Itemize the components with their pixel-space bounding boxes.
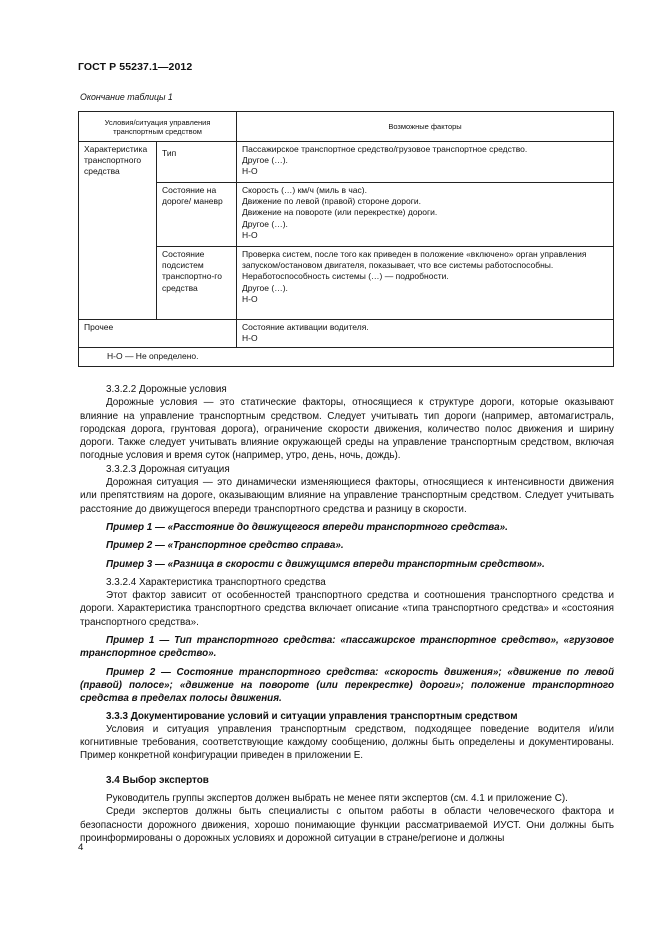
section-heading: 3.3.2.2 Дорожные условия — [106, 384, 227, 395]
body-text — [80, 383, 614, 845]
factor-line: Неработоспособность системы (…) — подробности. — [242, 271, 449, 282]
table-caption: Окончание таблицы 1 — [80, 92, 173, 102]
example: Пример 1 — Тип транспортного средства: «пассажирское транспортное средство», «грузовое транспортное средство». — [80, 635, 614, 660]
factors-cell — [237, 320, 614, 348]
paragraph: Этот фактор зависит от особенностей транспортного средства и соотношения транспортного средства и дороги. Характеристика транспортного средства включает описание «типа транспортного средства» и «состояния транспортного средства». — [80, 590, 614, 628]
factors-cell — [237, 183, 614, 247]
factors-cell — [237, 247, 614, 320]
section-heading: 3.4 Выбор экспертов — [106, 774, 209, 786]
factor-line: Н-О — [242, 333, 258, 344]
paragraph: Дорожная ситуация — это динамически изменяющиеся факторы, относящиеся к интенсивности движения или препятствиям на дороге, оказывающим влияние на управление транспортным средством. Следует учитывать расстояние до движущегося впереди транспортного средства и разницу в скорости. — [80, 477, 614, 515]
example: Пример 3 — «Разница в скорости с движущимся впереди транспортным средством». — [106, 558, 545, 570]
table-row — [79, 247, 614, 320]
sub-label-cell: Состояние на дороге/ маневр — [157, 183, 237, 247]
factor-line: Скорость (…) км/ч (миль в час). — [242, 185, 367, 195]
factor-line: Проверка систем, после того как приведен в положение «включено» орган управления запуском/остановом двигателя, показывает, что все системы работоспособны. — [242, 249, 587, 271]
factor-line: Другое (…). — [242, 282, 288, 293]
paragraph: Среди экспертов должны быть специалисты с опытом работы в области человеческого фактора и безопасности дорожного движения, хорошо понимающие функции рассматриваемой ИУСТ. Они должны быть проинформированы о дорожных условиях и дорожной ситуации в стране/регионе и должны — [80, 806, 614, 844]
table-row — [79, 142, 614, 183]
paragraph: Условия и ситуация управления транспортным средством, подходящее поведение водителя и/или когнитивные требования, соответствующие каждому сообщению, должны быть определены и документированы. Пример конкретной конфигурации приведен в приложении Е. — [80, 723, 614, 762]
example: Пример 1 — «Расстояние до движущегося впереди транспортного средства». — [106, 521, 508, 533]
factor-line: Пассажирское транспортное средство/грузовое транспортное средство. — [242, 144, 528, 154]
section-heading: 3.3.2.3 Дорожная ситуация — [106, 463, 230, 475]
table-row — [79, 183, 614, 247]
factor-line: Н-О — [242, 166, 258, 177]
factors-cell — [237, 142, 614, 183]
section-heading: 3.3.3 Документирование условий и ситуации управления транспортным средством — [106, 710, 518, 722]
sub-label-cell: Тип — [157, 142, 237, 183]
factor-line: Движение по левой (правой) стороне дороги. — [242, 196, 421, 207]
table-row — [79, 320, 614, 348]
other-label-cell: Прочее — [79, 320, 237, 348]
table-note: Н-О — Не определено. — [79, 348, 614, 367]
page-number: 4 — [78, 842, 84, 853]
paragraph: Руководитель группы экспертов должен выбрать не менее пяти экспертов (см. 4.1 и приложение С). — [106, 793, 568, 805]
example: Пример 2 — Состояние транспортного средства: «скорость движения»; «движение по левой (правой) полосе»; «движение на повороте (или перекрестке) дороги»; положение транспортного средства в пределах полосы движения. — [80, 666, 614, 705]
factor-line: Н-О — [242, 229, 258, 240]
factor-line: Н-О — [242, 293, 258, 304]
factor-line: Состояние активации водителя. — [242, 322, 369, 332]
factors-table — [78, 111, 614, 367]
factor-line: Другое (…). — [242, 218, 288, 229]
factor-line: Движение на повороте (или перекрестке) дороги. — [242, 207, 438, 218]
table-header-row — [79, 112, 614, 142]
table-note-row — [79, 348, 614, 367]
document-code: ГОСТ Р 55237.1—2012 — [78, 61, 193, 73]
paragraph: Дорожные условия — это статические факторы, относящиеся к структуре дороги, которые оказывают влияние на управление транспортным средством. Следует учитывать тип дороги (например, автомагистраль, городская дорога, грунтовая дорога), ограничение скорости движения, количество полос движения и ширину дороги. Также следует учитывать влияние окружающей среды на управление транспортным средством, включая погодные условия и время суток (например, утро, день, ночь, дождь). — [80, 397, 614, 462]
group-label-cell: Характеристика транспортного средства — [79, 142, 157, 320]
column-header-factors: Возможные факторы — [237, 112, 614, 142]
factor-line: Другое (…). — [242, 155, 288, 166]
column-header-conditions: Условия/ситуация управления транспортным средством — [79, 112, 237, 142]
section-heading: 3.3.2.4 Характеристика транспортного средства — [106, 576, 326, 588]
example: Пример 2 — «Транспортное средство справа». — [106, 540, 344, 552]
sub-label-cell: Состояние подсистем транспортно-го средства — [157, 247, 237, 320]
